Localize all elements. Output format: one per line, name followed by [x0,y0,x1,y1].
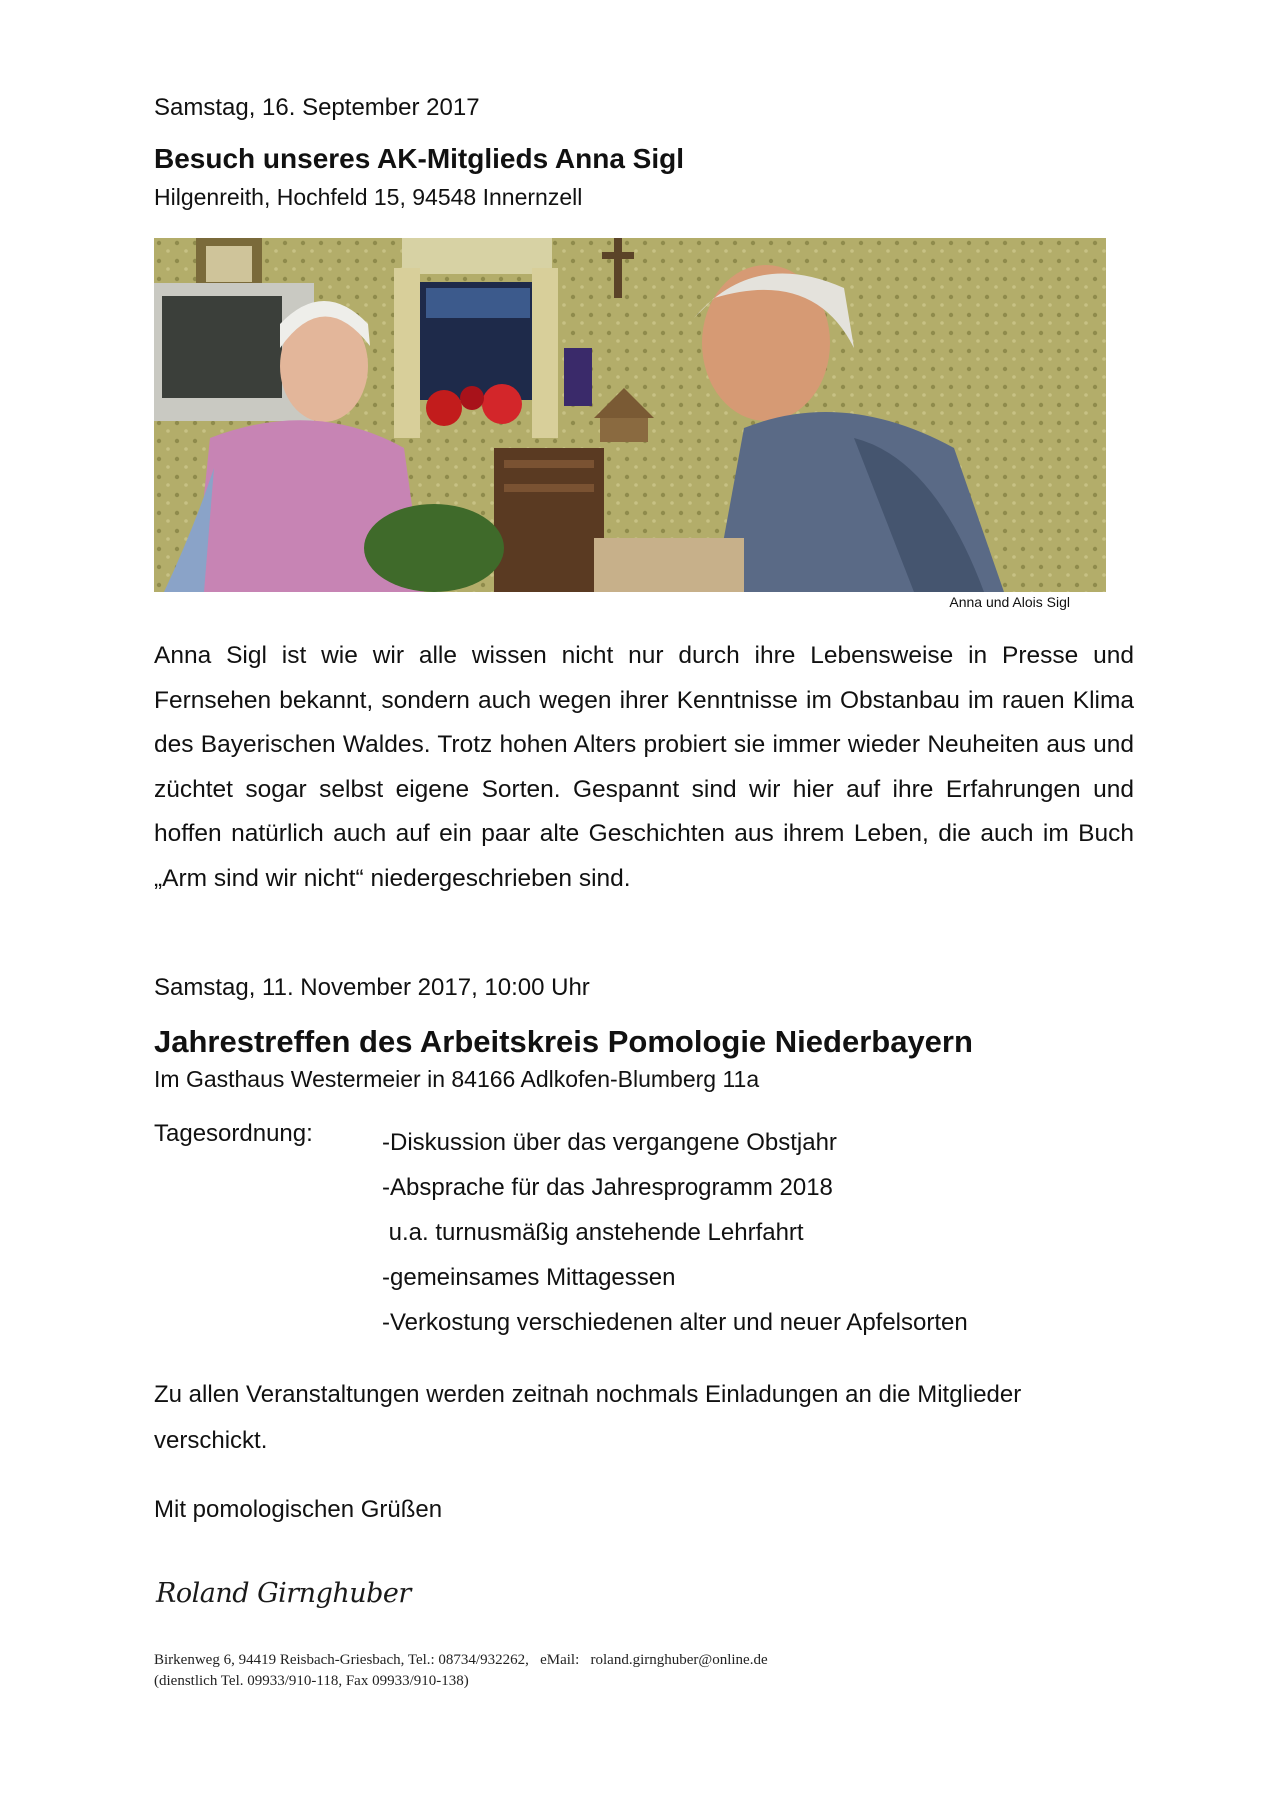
closing-note: Zu allen Veranstaltungen werden zeitnah nochmals Einladungen an die Mitglieder verschickt. [154,1381,1022,1454]
event1-description: Anna Sigl ist wie wir alle wissen nicht nur durch ihre Lebensweise in Presse und Fernsehen bekannt, sondern auch wegen ihrer Kenntnisse im Obstanbau im rauen Klima des Bayerischen Waldes. Trotz hohen Alters probiert sie immer wieder Neuheiten aus und züchtet sogar selbst eigene Sorten. Gespannt sind wir hier auf ihre Erfahrungen und hoffen natürlich auch auf ein paar alte Geschichten aus ihrem Leben, die auch im Buch „Arm sind wir nicht“ niedergeschrieben sind. [154,642,1134,892]
signature: Roland Girnghuber [156,1578,411,1609]
photo-caption: Anna und Alois Sigl [949,594,1070,610]
event1-date: Samstag, 16. September 2017 [154,94,480,121]
event1-title: Besuch unseres AK-Mitglieds Anna Sigl [154,143,685,174]
agenda-item: -Diskussion über das vergangene Obstjahr [382,1129,837,1156]
event1-location: Hilgenreith, Hochfeld 15, 94548 Innernzell [154,184,583,210]
event2-title: Jahrestreffen des Arbeitskreis Pomologie Niederbayern [154,1024,973,1059]
footer-contact [154,1650,768,1692]
agenda-item: -gemeinsames Mittagessen [382,1264,676,1291]
agenda-item: -Verkostung verschiedenen alter und neuer Apfelsorten [382,1309,968,1336]
greeting: Mit pomologischen Grüßen [154,1496,443,1523]
footer-office: (dienstlich Tel. 09933/910-118, Fax 09933/910-138) [154,1673,469,1689]
agenda-label: Tagesordnung: [154,1120,313,1147]
event2-location: Im Gasthaus Westermeier in 84166 Adlkofen-Blumberg 11a [154,1066,760,1092]
agenda-item: -Absprache für das Jahresprogramm 2018 [382,1174,833,1201]
agenda-list [382,1120,968,1345]
agenda-item: u.a. turnusmäßig anstehende Lehrfahrt [382,1219,804,1246]
event1-photo [154,238,1106,592]
event2-date: Samstag, 11. November 2017, 10:00 Uhr [154,974,590,1001]
footer-address: Birkenweg 6, 94419 Reisbach-Griesbach, Tel.: 08734/932262, eMail: roland.girnghuber@online.de [154,1652,768,1668]
